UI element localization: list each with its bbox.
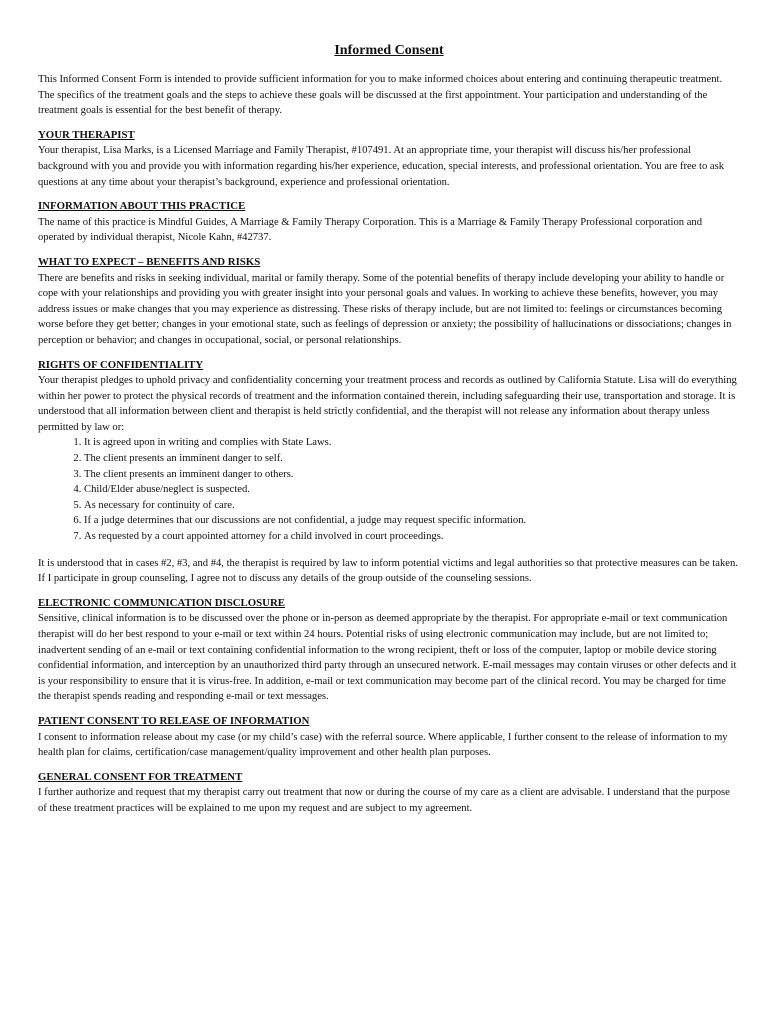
section-body: There are benefits and risks in seeking individual, marital or family therapy. Some of the potential benefits of therapy include developing your ability to handle or cope with your relationships and providing you with greater insight into your personal goals and values. In working to achieve these benefits, however, you may address issues or make changes that you may experience as distressing. These risks of therapy include, but are not limited to: feelings or circumstances becoming worse before they get better; changes in your emotional state, such as feelings of depression or anxiety; the possibility of hallucinations or dissociations; changes in perception or behavior; and changes in occupational, social, or personal relationships.	[38, 272, 732, 346]
section-body: Your therapist pledges to uphold privacy and confidentiality concerning your treatment process and records as outlined by California Statute. Lisa will do everything within her power to protect the physical records of treatment and the information contained therein, including safeguarding their use, transportation and storage. It is understood that all information between client and therapist is held strictly confidential, and the therapist will not release any information about therapy unless permitted by law or:	[38, 375, 737, 433]
section-your-therapist	[38, 128, 740, 190]
list-item: 1. It is agreed upon in writing and complies with State Laws.	[84, 435, 740, 451]
list-item: 4. Child/Elder abuse/neglect is suspected.	[84, 482, 740, 498]
list-item: 3. The client presents an imminent danger to others.	[84, 467, 740, 483]
section-heading: GENERAL CONSENT FOR TREATMENT	[38, 770, 243, 783]
list-item: 5. As necessary for continuity of care.	[84, 498, 740, 514]
section-confidentiality	[38, 358, 740, 587]
section-heading: WHAT TO EXPECT – BENEFITS AND RISKS	[38, 255, 261, 268]
confidentiality-exceptions-list	[38, 435, 740, 544]
intro-paragraph: This Informed Consent Form is intended to provide sufficient information for you to make informed choices about entering and continuing therapeutic treatment. The specifics of the treatment goals and the steps to achieve these goals will be discussed at the first appointment. Your participation and understanding of the treatment goals is essential for the best benefit of therapy.	[38, 74, 723, 117]
section-heading: PATIENT CONSENT TO RELEASE OF INFORMATION	[38, 714, 310, 727]
section-body: Sensitive, clinical information is to be discussed over the phone or in-person as deemed appropriate by the therapist. For appropriate e-mail or text communication therapist will do her best respond to your e-mail or text within 24 hours. Potential risks of using electronic communication may include, but are not limited to; inadvertent sending of an e-mail or text containing confidential information to the wrong recipient, theft or loss of the computer, laptop or mobile device storing confidential information, and interception by an unauthorized third party through an unsecured network. E-mail messages may contain viruses or other defects and it is your responsibility to ensure that it is virus-free. In addition, e-mail or text communication may become part of the clinical record. You may be charged for time the therapist spends reading and responding e-mail or text messages.	[38, 613, 737, 703]
section-heading: YOUR THERAPIST	[38, 128, 135, 141]
section-heading: RIGHTS OF CONFIDENTIALITY	[38, 358, 204, 371]
list-item: 2. The client presents an imminent danger to self.	[84, 451, 740, 467]
section-practice-info	[38, 199, 740, 246]
section-general-consent	[38, 770, 740, 817]
section-what-to-expect	[38, 255, 740, 349]
section-body: I further authorize and request that my therapist carry out treatment that now or during the course of my care as a client are advisable. I understand that the purpose of these treatment practices will be explained to me upon my request and are subject to my agreement.	[38, 787, 730, 814]
section-body: I consent to information release about my case (or my child’s case) with the referral source. Where applicable, I further consent to the release of information to my health plan for claims, certification/case management/quality improvement and other health plan purposes.	[38, 731, 728, 759]
section-heading: INFORMATION ABOUT THIS PRACTICE	[38, 200, 246, 213]
document-title: Informed Consent	[334, 43, 444, 58]
section-body: The name of this practice is Mindful Guides, A Marriage & Family Therapy Corporation. This is a Marriage & Family Therapy Professional corporation and operated by individual therapist, Nicole Kahn, #42737.	[38, 216, 703, 244]
section-release-of-information	[38, 714, 740, 761]
section-body-continued: It is understood that in cases #2, #3, and #4, the therapist is required by law to inform potential victims and legal authorities so that protective measures can be taken. If I participate in group counseling, I agree not to discuss any details of the group outside of the counseling sessions.	[38, 557, 738, 585]
section-heading: ELECTRONIC COMMUNICATION DISCLOSURE	[38, 596, 285, 609]
list-item: 7. As requested by a court appointed attorney for a child involved in court proceedings.	[84, 529, 740, 545]
list-item: 6. If a judge determines that our discussions are not confidential, a judge may request specific information.	[84, 513, 740, 529]
section-body: Your therapist, Lisa Marks, is a Licensed Marriage and Family Therapist, #107491. At an appropriate time, your therapist will discuss his/her professional background with you and provide you with information regarding his/her experience, education, special interests, and professional orientation. You are free to ask questions at any time about your therapist’s background, experience and professional orientation.	[38, 145, 725, 188]
section-electronic-communication	[38, 596, 740, 705]
